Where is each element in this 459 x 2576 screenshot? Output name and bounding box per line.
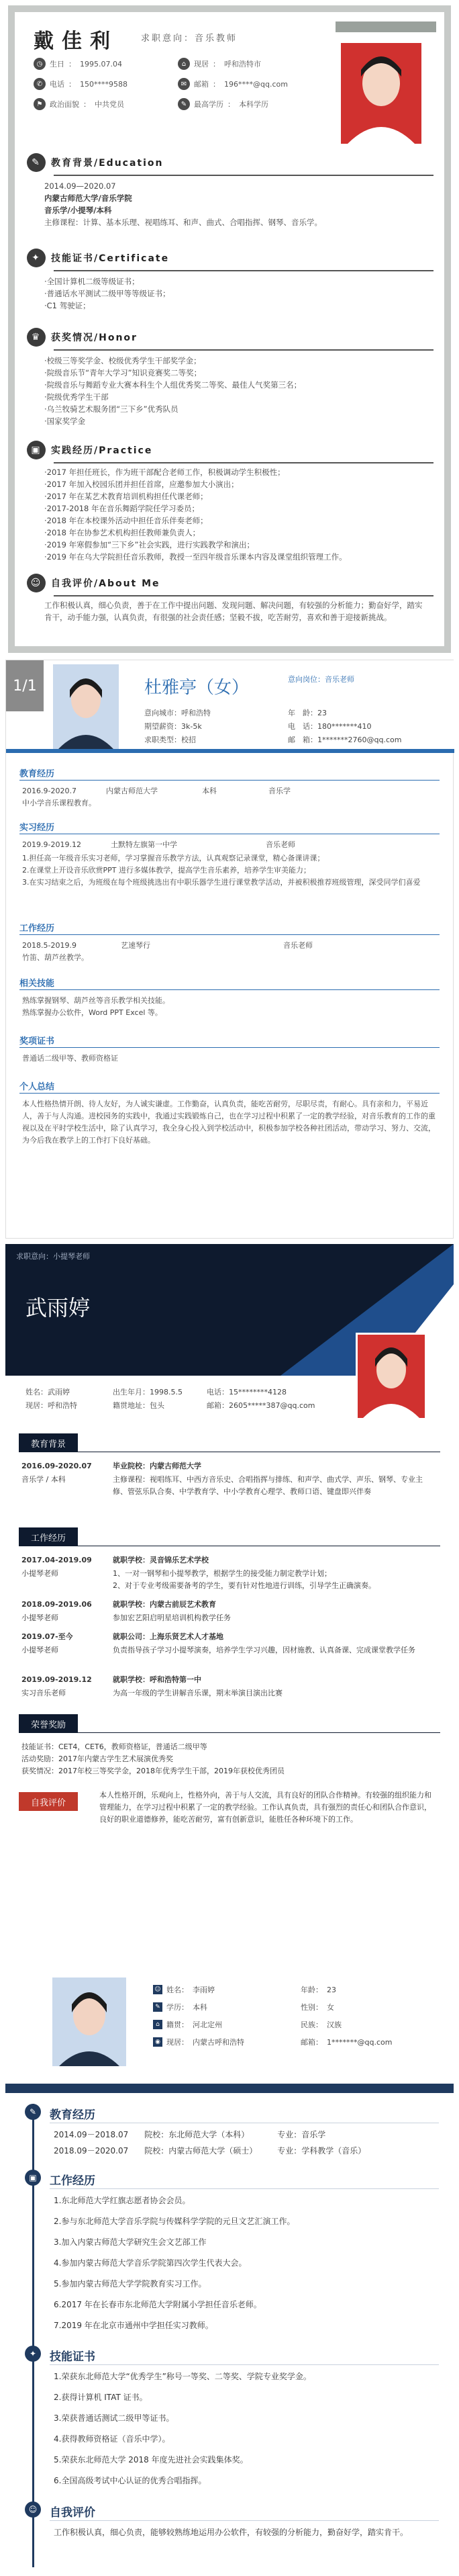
field-age [301, 1984, 336, 1995]
section-education-title: 教育背景 [19, 1433, 78, 1452]
page-number: 1/1 [6, 660, 44, 711]
edu-period: 2014.09—2020.07 [44, 181, 116, 191]
field-value: 2605*****387@qq.com [229, 1401, 315, 1410]
certificate-icon: ✦ [27, 249, 46, 267]
cap-icon: ✎ [153, 2002, 162, 2012]
work-company: 就职公司：上海乐贤艺术人才基地 [113, 1632, 223, 1641]
work-period: 2017.04-2019.09 [21, 1556, 92, 1564]
home-icon: ⌂ [153, 2020, 162, 2029]
list-item: 3.在实习结束之后，为班级在每个班级挑选出有中职乐器学生进行课堂教学活动，并被积极推荐班级管理，深受同学们喜爱 [22, 878, 421, 887]
field-label: 意向城市： [144, 709, 181, 717]
info-value: 1995.07.04 [80, 59, 122, 69]
field-label: 姓名： [166, 1986, 189, 1994]
cap-icon: ✎ [25, 2104, 41, 2120]
profile-photo [356, 1333, 427, 1420]
divider [50, 2520, 439, 2521]
list-item: ·乌兰牧骑艺术服务团“三下乡”优秀队员 [44, 404, 178, 414]
edu-degree: 音乐学 / 本科 [21, 1475, 66, 1484]
list-item: 1.担任高一年级音乐实习老师，学习掌握音乐教学方法，认真观察记录课堂，精心备课讲课； [22, 854, 325, 862]
candidate-name: 杜雅亭（女） [144, 678, 250, 698]
work-list [113, 1568, 435, 1592]
section-self-title: 自我评价 [19, 1792, 78, 1811]
list-item: 获奖情况：2017年校三等奖学金，2018年优秀学生干部，2019年获校优秀团员 [21, 1767, 285, 1775]
trophy-icon: ♛ [27, 328, 46, 347]
info-label: 政治面貌 [50, 100, 79, 109]
divider [50, 2364, 439, 2365]
edu-school: 内蒙古师范大学/音乐学院 [44, 193, 132, 203]
cap-icon: ✎ [27, 153, 46, 172]
info-value: 本科学历 [239, 100, 268, 109]
self-text: 本人性格开朗，乐观向上，性格外向，善于与人交流，具有良好的团队合作精神。有较强的组织能力和管理能力，在学习过程中积累了一定的教学经验。工作认真负责，具有强烈的责任心和团队合作意识，良好的职业道德修养，能吃苦耐劳，富有创新意识，能胜任各种环境下的工作。 [99, 1791, 431, 1824]
job-row: 2018.5-2019.9 艺速琴行 音乐老师 [22, 941, 313, 950]
list-item: ·全国计算机二级等级证书； [44, 277, 140, 286]
divider [54, 462, 434, 463]
divider [19, 1732, 440, 1733]
field-degree [153, 2002, 207, 2012]
header-bar [336, 21, 436, 32]
field-value: 1998.5.5 [150, 1388, 183, 1396]
divider [19, 1047, 440, 1048]
resume-4 [5, 1945, 454, 2573]
field-email [207, 1400, 315, 1411]
candidate-name: 武雨婷 [26, 1295, 91, 1321]
field-email [301, 2037, 392, 2047]
edu-row: 2014.09－2018.07 院校：东北师范大学（本科） 专业：音乐学 [54, 2130, 326, 2139]
section-education-title: 教育经历 [19, 769, 55, 779]
field-label: 邮 箱： [288, 736, 317, 744]
list-item: 2.参与东北师范大学音乐学院与传媒科学学院的元旦文艺汇演工作。 [54, 2217, 295, 2226]
info-value: 196****@qq.com [224, 79, 288, 89]
location-icon: ◉ [153, 2037, 162, 2047]
section-honor-title [27, 328, 138, 347]
field-value: 包头 [150, 1401, 164, 1410]
work-row: 2019.9-2019.12 土默特左旗第一中学 音乐老师 [22, 840, 295, 849]
section-work-title: 工作经历 [50, 2174, 95, 2188]
info-label: 邮箱 [194, 80, 209, 89]
user-icon: ☺ [153, 1985, 162, 1994]
field-residence [153, 2037, 244, 2047]
list-item: 1.荣获东北师范大学“优秀学生”称号一等奖、二等奖、学院专业奖学金。 [54, 2372, 311, 2381]
field-label: 姓名： [26, 1388, 48, 1396]
field-value: 呼和浩特 [181, 709, 211, 717]
field-label: 邮箱： [207, 1401, 229, 1410]
summary-text: 本人性格热情开朗、待人友好，为人诚实谦虚。工作勤奋，认真负责，能吃苦耐劳，尽职尽责，有耐心。具有亲和力，平易近人，善于与人沟通。进校园务的实践中，我通过实践锻炼自己，也在学习过程中积累了一定的教学经验，对音乐教育的工作的重视以及在平时学校生活中，除了认真学习，我全身心投入到学校活动中，积极参加学校各种社团活动，带动学习、努力、交流，为今后我在教学上的工作打下良好基础。 [22, 1100, 436, 1145]
section-title-text: 自我评价/About Me [51, 578, 160, 589]
section-cert-title: 技能证书 [50, 2350, 95, 2364]
field-phone [207, 1386, 287, 1397]
field-label: 性别： [301, 2003, 323, 2012]
work-company: 就职学校：灵音锦乐艺术学校 [113, 1556, 209, 1564]
list-item: ·院级优秀学生干部 [44, 392, 109, 402]
list-item: 熟练掌握办公软件，Word PPT Excel 等。 [22, 1008, 162, 1017]
edu-course: 主修课程：视唱练耳、中西方音乐史、合唱指挥与排练、和声学、曲式学、声乐、钢琴、专业主修、管弦乐队合奏、中学教育学、中小学教育心理学、教师口语、键盘即兴伴奏 [113, 1475, 423, 1496]
section-honor-title: 荣誉奖励 [19, 1714, 78, 1733]
briefcase-icon: ▣ [25, 2170, 41, 2186]
field-phone [288, 721, 372, 731]
list-item: ·2018 年在本校课外活动中担任音乐伴奏老师； [44, 516, 208, 525]
field-value: 23 [327, 1985, 336, 1994]
list-item: ·2017 年加入校园乐团并担任首席，应邀参加大小演出； [44, 480, 239, 489]
section-certificate-title [27, 249, 169, 267]
info-label: 电话 [50, 80, 64, 89]
field-salary [144, 721, 202, 731]
section-cert-title: 奖项证书 [19, 1036, 55, 1047]
resume-2 [5, 660, 454, 1239]
list-item: ·校级三等奖学金、校级优秀学生干部奖学金； [44, 356, 201, 365]
mail-icon: ✉ [178, 78, 190, 90]
cert-list [54, 2370, 439, 2495]
field-value: 1*******2760@qq.com [317, 736, 402, 744]
divider [19, 780, 440, 781]
list-item: 4.参加内蒙古师范大学音乐学院第四次学生代表大会。 [54, 2258, 247, 2268]
work-period: 2019.09-2019.12 [21, 1675, 92, 1684]
field-label: 出生年月： [113, 1388, 150, 1396]
field-residence [26, 1400, 77, 1411]
list-item: ·2017-2018 年在音乐舞蹈学院任学习委员； [44, 504, 199, 513]
section-about-title [27, 574, 160, 592]
list-item: 2.在课堂上开设音乐欣赏PPT 进行多媒体教学，提高学生音乐素养，培养学生审美能力； [22, 866, 311, 875]
list-item: 6.2017 年在长春市东北师范大学附属小学担任音乐老师。 [54, 2300, 262, 2309]
divider [50, 2188, 439, 2189]
field-label: 籍贯地址： [113, 1401, 150, 1410]
section-skill-title: 相关技能 [19, 979, 55, 989]
cap-icon: ✎ [178, 98, 190, 110]
list-item: ·2017 年在某艺术教育培训机构担任代课老师； [44, 492, 208, 501]
field-age [288, 707, 327, 718]
work-list [22, 852, 437, 889]
header-divider [6, 749, 454, 753]
field-label: 年龄： [301, 1986, 323, 1994]
section-education-title: 教育经历 [50, 2108, 95, 2122]
edu-note: 中小学音乐课程教育。 [22, 799, 96, 807]
list-item: 3.加入内蒙古师范大学研究生会文艺部工作 [54, 2237, 207, 2247]
list-item: 2、对于专业考级需要备考的学生，要有针对性地进行训练，引导学生正确演奏。 [113, 1581, 376, 1590]
field-city [144, 707, 211, 718]
section-internship-title: 实习经历 [19, 823, 55, 833]
home-icon: ⌂ [178, 58, 190, 70]
field-value: 河北定州 [193, 2020, 222, 2029]
field-value: 1*******@qq.com [327, 2037, 393, 2047]
section-work-title: 工作经历 [19, 1527, 78, 1546]
field-label: 求职类型： [144, 736, 181, 744]
phone-icon: ✆ [34, 78, 46, 90]
info-label: 最高学历 [194, 100, 223, 109]
edu-school: 毕业院校：内蒙古师范大学 [113, 1462, 201, 1470]
list-item: ·普通话水平测试二级甲等等级证书； [44, 289, 170, 298]
self-text: 工作积极认真，细心负责，能够较熟练地运用办公软件，有较强的分析能力，勤奋好学，踏实肯干。 [54, 2528, 409, 2537]
field-hometown [113, 1400, 164, 1411]
list-item: 1.东北师范大学红旗志愿者协会会员。 [54, 2196, 191, 2205]
certificate-body [44, 275, 428, 312]
divider [19, 989, 440, 990]
field-value: 女 [327, 2003, 334, 2012]
candidate-name: 戴佳利 [34, 30, 118, 53]
field-name [26, 1386, 70, 1397]
field-name [153, 1984, 215, 1995]
edu-period: 2016.09-2020.07 [21, 1462, 92, 1470]
field-value: 3k-5k [181, 722, 202, 731]
skill-list [22, 995, 437, 1019]
practice-body [44, 466, 428, 563]
job-intention: 求职意向：音乐教师 [141, 34, 238, 44]
field-label: 学历： [166, 2003, 189, 2012]
info-value: 呼和浩特市 [224, 60, 261, 69]
divider [19, 934, 440, 935]
job-intention: 求职意向：小提琴老师 [16, 1252, 90, 1261]
work-company: 就职学校：内蒙古前辰艺术教育 [113, 1600, 216, 1609]
list-item: ·院级音乐与舞蹈专业大赛本科生个人组优秀奖二等奖、最佳人气奖第三名； [44, 380, 302, 390]
info-label: 现居 [194, 60, 209, 69]
edu-row: 2018.09－2020.07 院校：内蒙古师范大学（硕士） 专业：学科教学（音乐） [54, 2146, 366, 2156]
cert-text: 普通话二级甲等、教师资格证 [22, 1054, 118, 1063]
section-title-text: 技能证书/Certificate [51, 253, 170, 264]
field-label: 籍贯： [166, 2020, 189, 2029]
profile-photo [341, 43, 421, 144]
field-value: 武雨婷 [48, 1388, 70, 1396]
work-note: 负责指导孩子学习小提琴演奏，培养学生学习兴趣，因材施教、认真备课、完成课堂教学任务 [113, 1646, 415, 1654]
job-note: 竹笛、葫芦丝教学。 [22, 953, 89, 962]
header-band [5, 2084, 454, 2093]
certificate-icon: ✦ [25, 2346, 41, 2362]
list-item: ·C1 驾驶证； [44, 301, 91, 310]
honor-body [44, 355, 428, 427]
section-practice-title [27, 441, 152, 459]
resume-3 [5, 1244, 454, 1938]
divider [54, 175, 434, 176]
field-value: 23 [317, 709, 327, 717]
field-label: 电话： [207, 1388, 229, 1396]
profile-photo [53, 664, 119, 749]
info-value: 中共党员 [95, 100, 124, 109]
edu-courses: 主修课程：计算、基本乐理、视唱练耳、和声、曲式、合唱指挥、钢琴、音乐学。 [44, 218, 322, 227]
section-title-text: 获奖情况/Honor [51, 332, 138, 343]
profile-photo [52, 1978, 126, 2066]
field-ethnicity [301, 2019, 342, 2030]
work-role: 小提琴老师 [21, 1613, 58, 1622]
flag-icon: ⚑ [34, 98, 46, 110]
section-self-title: 自我评价 [50, 2506, 95, 2520]
about-body: 工作积极认真，细心负责，善于在工作中提出问题、发现问题、解决问题，有较强的分析能力；勤奋好学，踏实肯干，动手能力强，认真负责，有很强的社会责任感；坚毅不拔，吃苦耐劳，喜欢和善于迎接新挑战。 [44, 601, 423, 622]
field-hometown [153, 2019, 222, 2030]
user-icon: ☺ [27, 574, 46, 592]
list-item: 活动奖励：2017年内蒙古学生艺术展演优秀奖 [21, 1755, 173, 1763]
list-item: ·2017 年担任班长，作为班干部配合老师工作，积极调动学生积极性； [44, 468, 285, 477]
field-type [144, 734, 196, 745]
work-company: 就职学校：呼和浩特第一中 [113, 1675, 201, 1684]
field-email [288, 734, 401, 745]
field-value: 15********4128 [229, 1388, 287, 1396]
field-value: 校招 [181, 736, 196, 744]
honor-list [21, 1741, 438, 1777]
list-item: 5.参加内蒙古师范大学学院教育实习工作。 [54, 2279, 207, 2289]
divider [54, 349, 434, 351]
edu-row: 2016.9-2020.7 内蒙古师范大学 本科 音乐学 [22, 787, 291, 795]
work-list [54, 2194, 439, 2340]
list-item: 技能证书：CET4，CET6，教师资格证，普通话二级甲等 [21, 1742, 207, 1751]
list-item: 2.获得计算机 ITAT 证书。 [54, 2393, 148, 2402]
section-work-title: 工作经历 [19, 924, 55, 934]
field-value: 汉族 [327, 2020, 342, 2029]
work-role: 小提琴老师 [21, 1646, 58, 1654]
field-label: 邮箱： [301, 2038, 323, 2047]
list-item: 4.获得教师资格证（音乐中学）。 [54, 2434, 170, 2444]
field-value: 内蒙古呼和浩特 [193, 2038, 244, 2047]
divider [54, 270, 434, 271]
list-item: 3.荣获普通话测试二级甲等证书。 [54, 2413, 174, 2423]
field-value: 李雨婷 [193, 1986, 215, 1994]
section-title-text: 实践经历/Practice [51, 445, 153, 456]
briefcase-icon: ▣ [27, 441, 46, 459]
section-summary-title: 个人总结 [19, 1082, 55, 1092]
list-item: ·2018 年在协参艺术机构担任教师兼负责人； [44, 528, 201, 537]
work-role: 实习音乐老师 [21, 1689, 66, 1697]
field-gender [301, 2002, 334, 2012]
info-value: 150****9588 [80, 79, 128, 89]
divider [54, 595, 434, 596]
work-period: 2019.07-至今 [21, 1632, 73, 1641]
field-birth [113, 1386, 183, 1397]
personal-info: ◷ 生日 ： 1995.07.04 ⌂ 现居 ： 呼和浩特市 ✆ 电话 ： 150****9588 ✉ 邮箱 ： 196****@qq.com ⚑ 政治面貌 ： 中共党员 ✎ 最高学历 ： 本科学历 [34, 54, 329, 114]
work-note: 参加宏艺阳启明星培训机构教学任务 [113, 1613, 231, 1622]
field-label: 现居： [166, 2038, 189, 2047]
section-education-title [27, 153, 164, 172]
job-intention: 意向岗位：音乐老师 [288, 675, 354, 684]
field-value: 本科 [193, 2003, 207, 2012]
list-item: ·国家奖学金 [44, 416, 86, 426]
calendar-icon: ◷ [34, 58, 46, 70]
list-item: 7.2019 年在北京市通州中学担任实习教师。 [54, 2321, 213, 2330]
work-note: 为高一年级的学生讲解音乐课，期末举演目演出比赛 [113, 1689, 283, 1697]
field-label: 现居： [26, 1401, 48, 1410]
work-period: 2018.09-2019.06 [21, 1600, 92, 1609]
list-item: 1、一对一钢琴和小提琴教学，根据学生的接受能力制定教学计划； [113, 1569, 332, 1578]
work-role: 小提琴老师 [21, 1569, 58, 1578]
list-item: ·2019 年寒假参加“三下乡”社会实践，进行实践教学和演出； [44, 540, 254, 549]
list-item: ·院级音乐节“青年大学习”知识竞赛奖二等奖； [44, 368, 202, 377]
list-item: 5.荣获东北师范大学 2018 年度先进社会实践集体奖。 [54, 2455, 248, 2464]
field-label: 民族： [301, 2020, 323, 2029]
resume-1 [8, 5, 451, 653]
field-value: 180*******410 [317, 722, 372, 731]
list-item: 6.全国高级考试中心认证的优秀合唱指挥。 [54, 2476, 207, 2485]
field-label: 年 龄： [288, 709, 317, 717]
list-item: ·2019 年在乌大学院担任音乐教师，教授一至四年级音乐课本内容及课堂组织管理工作。 [44, 552, 347, 562]
field-label: 电 话： [288, 722, 317, 731]
field-value: 呼和浩特 [48, 1401, 77, 1410]
info-label: 生日 [50, 60, 64, 69]
field-label: 期望薪资： [144, 722, 181, 731]
section-title-text: 教育背景/Education [51, 158, 164, 169]
divider [19, 1093, 440, 1094]
user-icon: ☺ [25, 2501, 41, 2518]
education-body [44, 180, 428, 228]
edu-major: 音乐学/小提琴/本科 [44, 206, 112, 215]
list-item: 熟练掌握钢琴、葫芦丝等音乐教学相关技能。 [22, 996, 170, 1005]
